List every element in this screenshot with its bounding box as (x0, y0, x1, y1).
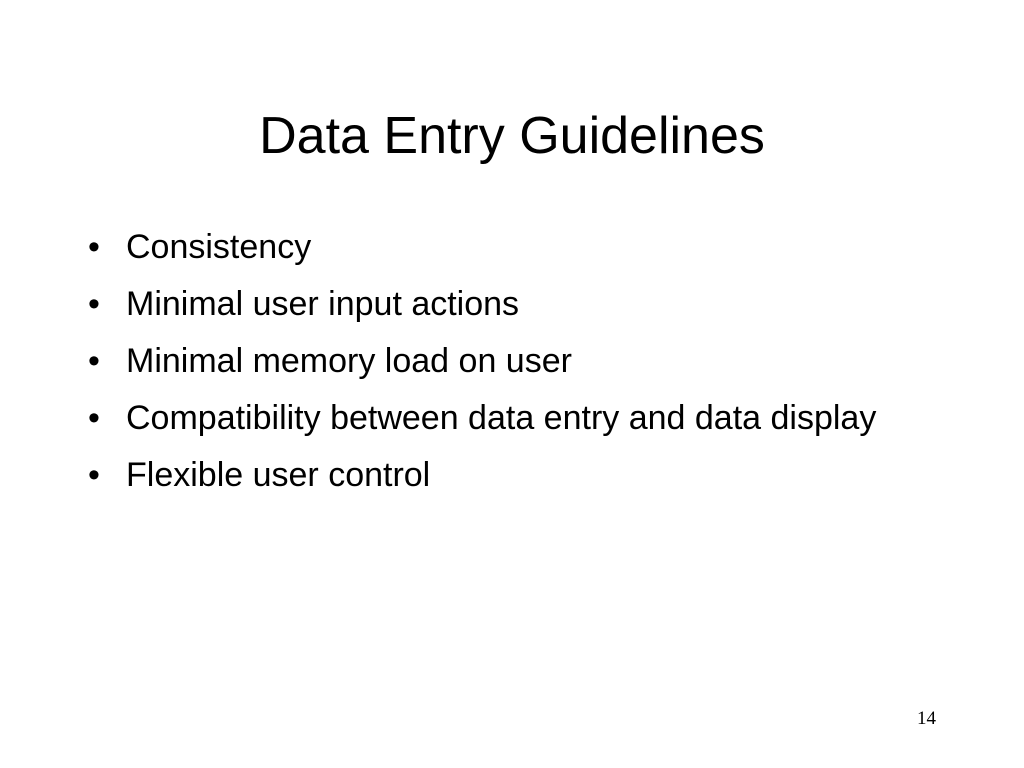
bullet-text: Minimal memory load on user (126, 342, 572, 380)
bullet-text: Compatibility between data entry and data display (126, 399, 877, 437)
bullet-icon: • (88, 285, 100, 323)
bullet-item (88, 399, 908, 438)
bullet-icon: • (88, 456, 100, 494)
bullet-text: Minimal user input actions (126, 285, 520, 323)
slide-title: Data Entry Guidelines (259, 107, 765, 165)
bullet-list (88, 228, 908, 513)
bullet-text: Flexible user control (126, 456, 431, 494)
bullet-item (88, 456, 908, 495)
bullet-item (88, 342, 908, 381)
bullet-icon: • (88, 342, 100, 380)
bullet-icon: • (88, 228, 100, 266)
bullet-item (88, 228, 908, 267)
page-number: 14 (917, 708, 936, 729)
bullet-item (88, 285, 908, 324)
bullet-text: Consistency (126, 228, 312, 266)
bullet-icon: • (88, 399, 100, 437)
